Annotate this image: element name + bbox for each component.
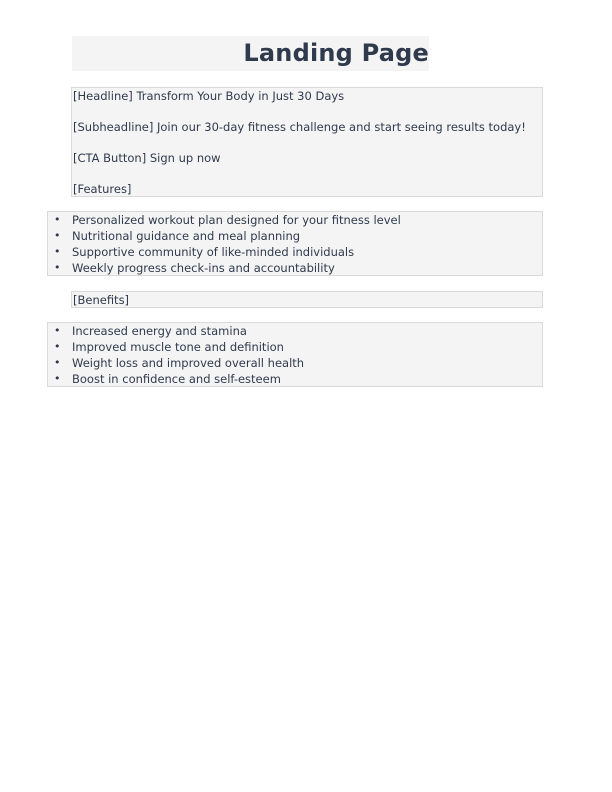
bullet-icon: • [54, 229, 61, 242]
subheadline-text: [Subheadline] Join our 30-day fitness challenge and start seeing results today! [73, 120, 526, 134]
list-item-text: Weekly progress check-ins and accountability [72, 261, 335, 275]
features-list-block [47, 211, 543, 276]
bullet-icon: • [54, 213, 61, 226]
list-item [48, 355, 542, 371]
bullet-icon: • [54, 372, 61, 385]
list-item-text: Improved muscle tone and definition [72, 340, 284, 354]
list-item [48, 371, 542, 387]
list-item [48, 228, 542, 244]
title-bar [72, 36, 429, 71]
list-item-text: Increased energy and stamina [72, 324, 247, 338]
headline-text: [Headline] Transform Your Body in Just 30 Days [73, 89, 345, 103]
benefits-label: [Benefits] [73, 293, 130, 307]
features-list [48, 212, 542, 276]
bullet-icon: • [54, 324, 61, 337]
bullet-icon: • [54, 356, 61, 369]
features-label: [Features] [73, 182, 132, 196]
bullet-icon: • [54, 245, 61, 258]
page-title: Landing Page [243, 39, 429, 67]
list-item-text: Personalized workout plan designed for your fitness level [72, 213, 401, 227]
list-item-text: Boost in confidence and self-esteem [72, 372, 281, 386]
list-item [48, 212, 542, 228]
list-item-text: Nutritional guidance and meal planning [72, 229, 301, 243]
list-item-text: Supportive community of like-minded individuals [72, 245, 355, 259]
list-item [48, 260, 542, 276]
benefits-label-block [71, 291, 543, 308]
bullet-icon: • [54, 261, 61, 274]
list-item-text: Weight loss and improved overall health [72, 356, 305, 370]
cta-text: [CTA Button] Sign up now [73, 151, 221, 165]
benefits-list-block [47, 322, 543, 387]
list-item [48, 244, 542, 260]
intro-block [71, 87, 543, 197]
list-item [48, 323, 542, 339]
list-item [48, 339, 542, 355]
bullet-icon: • [54, 340, 61, 353]
benefits-list [48, 323, 542, 387]
